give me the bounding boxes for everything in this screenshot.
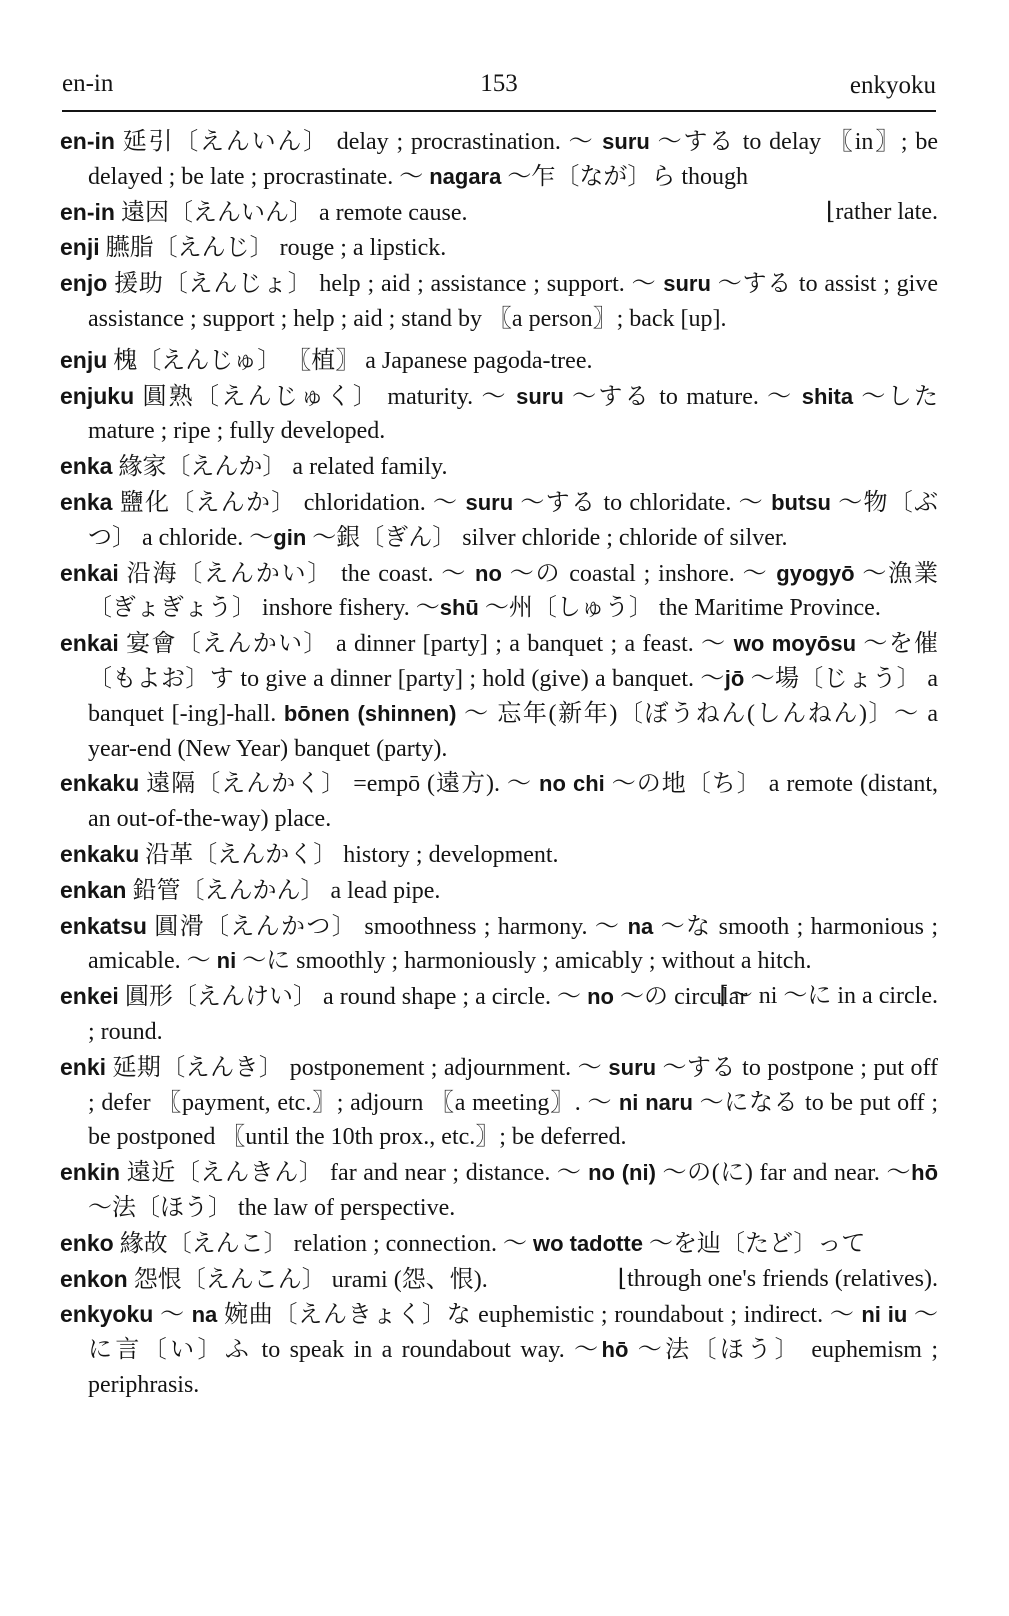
- definition: ～する to postpone ; put off ; defer 〖payment, etc.〗; adjourn 〖a meeting〗. ～: [88, 1054, 939, 1116]
- definition: ～する to assist ; give assistance ; support ; help ; aid ; stand by 〖a person〗; back [up].: [88, 271, 938, 332]
- romaji: ni naru: [618, 1089, 693, 1115]
- headword: enkon: [60, 1265, 128, 1292]
- definition: ～になる to be put off ; be postponed 〖until the 10th prox., etc.〗; be deferred.: [88, 1089, 938, 1151]
- romaji: no chi: [539, 771, 605, 797]
- romaji: no: [475, 560, 502, 586]
- headword: enjuku: [60, 382, 135, 409]
- definition: 槐〔えんじゅ〕 〖植〗 a Japanese pagoda-tree.: [113, 347, 593, 374]
- definition: 遠近〔えんきん〕 far and near ; distance. ～: [126, 1160, 589, 1187]
- definition: ～に smoothly ; harmoniously ; amicably ; without a hitch.: [236, 948, 812, 975]
- romaji: no (ni): [588, 1160, 656, 1186]
- romaji: bōnen (shinnen): [283, 700, 457, 726]
- entry-enkon: [60, 1262, 938, 1298]
- headword: enkyoku: [60, 1301, 154, 1328]
- page-header: [62, 70, 936, 112]
- entry-enkaku-2: [60, 837, 938, 873]
- entry-enji: [60, 230, 938, 266]
- entry-enka-2: [60, 485, 938, 556]
- definition: ～物〔ぶつ〕 a chloride. ～: [88, 489, 939, 551]
- headword: enka: [60, 453, 113, 480]
- definition: ～の(に) far and near. ～: [655, 1160, 912, 1187]
- romaji: hō: [911, 1160, 939, 1186]
- romaji: shū: [439, 595, 479, 621]
- romaji: butsu: [771, 489, 831, 515]
- headword: enkaku: [60, 770, 140, 797]
- entry-enkyoku: [60, 1297, 938, 1402]
- definition: ～な smooth ; harmonious ; amicable. ～: [88, 913, 938, 975]
- definition: ～: [160, 1302, 192, 1329]
- definition: ～乍〔なが〕ら though: [501, 163, 749, 190]
- page-number: 153: [480, 70, 518, 97]
- entry-enkai-1: [60, 556, 938, 627]
- definition: 圓滑〔えんかつ〕 smoothness ; harmony. ～: [154, 913, 628, 940]
- definition: 遠隔〔えんかく〕 =empō (遠方). ～: [146, 771, 540, 798]
- runover-text: ⌊rather late.: [826, 198, 938, 225]
- definition: 怨恨〔えんこん〕 urami (怨、恨).: [133, 1266, 488, 1293]
- definition: ～の coastal ; inshore. ～: [501, 560, 777, 587]
- definition: ～に言〔い〕ふ to speak in a roundabout way. ～: [88, 1302, 939, 1364]
- definition: 緣家〔えんか〕 a related family.: [118, 454, 448, 481]
- entry-enkin: [60, 1155, 938, 1226]
- definition: 緣故〔えんこ〕 relation ; connection. ～: [119, 1230, 533, 1257]
- headword: enjo: [60, 270, 108, 297]
- entry-enka-1: [60, 449, 938, 485]
- romaji: suru: [602, 129, 650, 154]
- headword: enkai: [60, 630, 119, 657]
- definition: ～の地〔ち〕 a remote (distant, an out-of-the-way) place.: [88, 771, 939, 833]
- definition: 沿革〔えんかく〕 history ; development.: [145, 841, 559, 868]
- definition: ～を催〔もよお〕す to give a dinner [party] ; hold (give) a banquet. ～: [88, 631, 939, 692]
- romaji: suru: [465, 489, 514, 515]
- romaji: na: [191, 1302, 218, 1328]
- definition: 圓形〔えんけい〕 a round shape ; a circle. ～: [124, 984, 588, 1011]
- entry-en-in-1: [60, 124, 938, 195]
- romaji: ni iu: [861, 1302, 908, 1328]
- runover-text: ⌊through one's friends (relatives).: [617, 1265, 938, 1292]
- entry-enkan: [60, 873, 938, 909]
- entry-enki: [60, 1050, 938, 1155]
- romaji: shita: [801, 383, 854, 409]
- romaji: nagara: [429, 163, 502, 189]
- headword: enki: [60, 1053, 107, 1080]
- headword: enkai: [60, 559, 119, 586]
- definition: ～場〔じょう〕 a banquet [-ing]-hall.: [88, 665, 939, 727]
- definition: 鉛管〔えんかん〕 a lead pipe.: [132, 877, 441, 904]
- romaji: ni: [216, 948, 237, 974]
- definition: ～銀〔ぎん〕 silver chloride ; chloride of silver.: [306, 524, 788, 551]
- definition: 延引〔えんいん〕 delay ; procrastination. ～: [122, 129, 603, 155]
- romaji: gyogyō: [776, 560, 855, 586]
- definition: ～した mature ; ripe ; fully developed.: [88, 383, 939, 445]
- definition: ～法〔ほう〕 the law of perspective.: [88, 1194, 456, 1221]
- definition: 宴會〔えんかい〕 a dinner [party] ; a banquet ; a feast. ～: [126, 631, 734, 658]
- definition: ～法〔ほう〕 euphemism ; periphrasis.: [88, 1337, 938, 1398]
- entry-enko: [60, 1226, 938, 1262]
- headword: enkei: [60, 983, 119, 1010]
- romaji: jō: [724, 665, 745, 691]
- entry-enkai-2: [60, 626, 938, 766]
- definition: ～する to chloridate. ～: [513, 489, 772, 516]
- definition: 延期〔えんき〕 postponement ; adjournment. ～: [112, 1054, 609, 1081]
- header-first-word: en-in: [62, 70, 114, 97]
- romaji: suru: [608, 1054, 657, 1080]
- definition: 臙脂〔えんじ〕 rouge ; a lipstick.: [105, 235, 447, 262]
- definition: ～を辿〔たど〕って: [642, 1230, 866, 1257]
- header-last-word: enkyoku: [849, 72, 936, 99]
- definition: ～する to mature. ～: [563, 383, 802, 410]
- romaji: no: [587, 984, 614, 1010]
- headword: enju: [60, 346, 108, 373]
- definition: ～漁業〔ぎょぎょう〕 inshore fishery. ～: [88, 560, 939, 622]
- definition: 遠因〔えんいん〕 a remote cause.: [120, 199, 468, 226]
- headword: enji: [60, 234, 100, 261]
- headword: en-in: [60, 198, 115, 225]
- romaji: gin: [273, 524, 307, 550]
- definition: ～する to delay 〖in〗; be delayed ; be late ; procrastinate. ～: [88, 129, 939, 190]
- runover-text: ⌈～ ni ～に in a circle.: [719, 983, 938, 1010]
- headword: enkan: [60, 876, 127, 903]
- definition: ～の circular ; round.: [88, 984, 748, 1045]
- headword: en-in: [60, 128, 115, 154]
- definition: 婉曲〔えんきょく〕な euphemistic ; roundabout ; indirect. ～: [217, 1302, 862, 1329]
- headword: enkin: [60, 1159, 121, 1186]
- headword: enka: [60, 488, 113, 515]
- headword: enkatsu: [60, 912, 147, 939]
- romaji: wo tadotte: [532, 1230, 643, 1256]
- definition: ～ 忘年(新年)〔ぼうねん(しんねん)〕～ a year-end (New Year) banquet (party).: [88, 700, 938, 762]
- definition: 鹽化〔えんか〕 chloridation. ～: [119, 489, 466, 516]
- headword: enko: [60, 1229, 114, 1256]
- entries-list: [60, 124, 938, 1403]
- headword: enkaku: [60, 840, 140, 867]
- romaji: wo moyōsu: [733, 631, 857, 657]
- entry-en-in-2: [60, 195, 938, 231]
- romaji: hō: [601, 1337, 629, 1363]
- romaji: suru: [663, 271, 711, 297]
- romaji: suru: [516, 383, 564, 409]
- entry-enjo: [60, 266, 938, 337]
- definition: 援助〔えんじょ〕 help ; aid ; assistance ; support. ～: [114, 271, 664, 298]
- entry-enju: [60, 343, 938, 379]
- entry-enkaku-1: [60, 766, 938, 837]
- definition: 沿海〔えんかい〕 the coast. ～: [126, 560, 476, 587]
- entry-enjuku: [60, 379, 938, 450]
- definition: 圓熟〔えんじゅく〕 maturity. ～: [142, 383, 517, 410]
- romaji: na: [627, 913, 654, 939]
- definition: ～州〔しゅう〕 the Maritime Province.: [478, 595, 881, 622]
